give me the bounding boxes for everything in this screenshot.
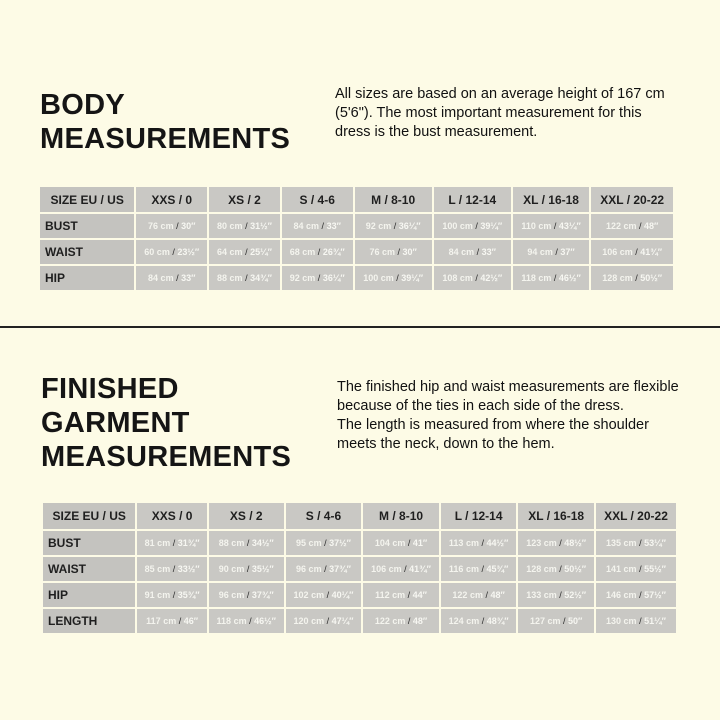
size-column-header: S / 4-6 <box>286 503 364 531</box>
section-divider <box>0 326 720 328</box>
value-inches: 41¾″ <box>409 564 431 574</box>
value-cm: 122 cm <box>452 590 483 600</box>
value-inches: 52½″ <box>564 590 587 600</box>
measurement-cell <box>363 609 441 633</box>
value-cm: 128 cm <box>602 273 633 283</box>
value-inches: 46″ <box>183 616 199 626</box>
value-cm: 100 cm <box>363 273 394 283</box>
size-column-header: XXS / 0 <box>136 187 209 214</box>
measurement-cell <box>363 583 441 609</box>
value-inches: 31½″ <box>250 221 272 231</box>
value-inches: 46½″ <box>254 616 276 626</box>
measurement-cell <box>137 583 208 609</box>
value-cm: 84 cm <box>448 247 475 257</box>
value-inches: 45¾″ <box>486 564 509 574</box>
value-separator: / <box>556 538 565 548</box>
body-measurements-title: BODY MEASUREMENTS <box>40 89 291 155</box>
value-cm: 104 cm <box>374 538 406 548</box>
size-header-label: SIZE EU / US <box>40 187 136 214</box>
value-cm: 123 cm <box>526 538 557 548</box>
measurement-cell <box>434 266 513 290</box>
value-separator: / <box>405 538 413 548</box>
value-cm: 141 cm <box>606 564 637 574</box>
size-column-header: XL / 16-18 <box>513 187 591 214</box>
finished-garment-title: FINISHED GARMENT MEASUREMENTS <box>41 373 292 473</box>
value-cm: 108 cm <box>442 273 473 283</box>
value-separator: / <box>244 590 252 600</box>
value-inches: 31¾″ <box>177 538 200 548</box>
measurement-cell <box>434 240 513 266</box>
value-separator: / <box>478 538 487 548</box>
value-cm: 130 cm <box>606 616 637 626</box>
value-separator: / <box>632 247 641 257</box>
value-inches: 43¼″ <box>558 221 581 231</box>
row-label: HIP <box>40 266 136 290</box>
value-inches: 30″ <box>181 221 196 231</box>
value-inches: 48″ <box>490 590 505 600</box>
table-row <box>40 266 673 290</box>
row-label: WAIST <box>43 557 137 583</box>
measurement-cell <box>355 240 434 266</box>
value-separator: / <box>560 616 569 626</box>
value-cm: 135 cm <box>606 538 637 548</box>
value-inches: 46½″ <box>558 273 581 283</box>
value-separator: / <box>405 616 413 626</box>
value-separator: / <box>176 616 184 626</box>
value-separator: / <box>632 273 641 283</box>
value-separator: / <box>321 564 330 574</box>
measurement-cell <box>596 609 676 633</box>
row-label: BUST <box>40 214 136 240</box>
value-cm: 133 cm <box>526 590 557 600</box>
measurement-cell <box>209 609 286 633</box>
value-inches: 33″ <box>481 247 496 257</box>
value-cm: 122 cm <box>374 616 406 626</box>
value-inches: 51¼″ <box>644 616 666 626</box>
value-separator: / <box>636 221 645 231</box>
measurement-cell <box>434 214 513 240</box>
value-cm: 120 cm <box>293 616 325 626</box>
value-cm: 92 cm <box>289 273 316 283</box>
size-header-label: SIZE EU / US <box>43 503 137 531</box>
size-column-header: M / 8-10 <box>355 187 434 214</box>
table-row <box>43 609 676 633</box>
value-cm: 100 cm <box>442 221 473 231</box>
size-column-header: XS / 2 <box>209 503 286 531</box>
measurement-cell <box>136 266 209 290</box>
size-column-header: XXL / 20-22 <box>596 503 676 531</box>
value-cm: 88 cm <box>217 273 243 283</box>
value-cm: 127 cm <box>529 616 561 626</box>
value-inches: 36¼″ <box>322 273 345 283</box>
measurement-cell <box>518 609 596 633</box>
value-cm: 96 cm <box>218 590 245 600</box>
size-column-header: L / 12-14 <box>441 503 519 531</box>
value-inches: 41¾″ <box>640 247 663 257</box>
size-column-header: S / 4-6 <box>282 187 355 214</box>
value-inches: 57½″ <box>644 590 666 600</box>
value-separator: / <box>394 247 403 257</box>
value-cm: 112 cm <box>375 590 406 600</box>
value-separator: / <box>391 221 399 231</box>
row-label: WAIST <box>40 240 136 266</box>
table-row <box>43 583 676 609</box>
measurement-cell <box>355 214 434 240</box>
value-separator: / <box>478 564 487 574</box>
value-separator: / <box>324 590 332 600</box>
value-cm: 60 cm <box>144 247 170 257</box>
value-cm: 95 cm <box>296 538 322 548</box>
value-separator: / <box>319 221 327 231</box>
measurement-cell <box>286 609 364 633</box>
value-separator: / <box>315 247 323 257</box>
measurement-cell <box>286 531 364 557</box>
size-column-header: XS / 2 <box>209 187 282 214</box>
value-separator: / <box>636 564 645 574</box>
value-cm: 68 cm <box>289 247 316 257</box>
value-inches: 48½″ <box>564 538 587 548</box>
value-inches: 26¾″ <box>322 247 345 257</box>
measurement-cell <box>591 240 673 266</box>
measurement-cell <box>596 557 676 583</box>
measurement-cell <box>209 531 286 557</box>
measurement-cell <box>513 214 591 240</box>
measurement-cell <box>596 531 676 557</box>
size-column-header: XXS / 0 <box>137 503 208 531</box>
measurement-cell <box>136 214 209 240</box>
value-separator: / <box>170 564 178 574</box>
value-cm: 76 cm <box>148 221 174 231</box>
value-separator: / <box>401 564 410 574</box>
value-cm: 80 cm <box>217 221 243 231</box>
value-separator: / <box>321 538 330 548</box>
measurement-cell <box>441 609 519 633</box>
value-inches: 42½″ <box>480 273 503 283</box>
table-row <box>43 557 676 583</box>
value-inches: 47¼″ <box>331 616 354 626</box>
value-separator: / <box>636 616 645 626</box>
measurement-cell <box>209 557 286 583</box>
value-separator: / <box>242 221 251 231</box>
measurement-cell <box>513 240 591 266</box>
value-cm: 118 cm <box>216 616 247 626</box>
value-inches: 37¾″ <box>251 590 274 600</box>
value-separator: / <box>474 247 482 257</box>
value-inches: 50½″ <box>564 564 587 574</box>
value-cm: 94 cm <box>527 247 553 257</box>
table-header-row <box>43 503 676 531</box>
table-row <box>40 214 673 240</box>
value-cm: 128 cm <box>526 564 557 574</box>
measurement-cell <box>513 266 591 290</box>
value-inches: 30″ <box>402 247 417 257</box>
value-separator: / <box>173 221 182 231</box>
value-cm: 84 cm <box>148 273 174 283</box>
measurement-cell <box>441 557 519 583</box>
measurement-cell <box>137 557 208 583</box>
value-cm: 85 cm <box>144 564 171 574</box>
measurement-cell <box>518 583 596 609</box>
size-column-header: M / 8-10 <box>363 503 441 531</box>
measurement-cell <box>591 214 673 240</box>
measurement-cell <box>518 557 596 583</box>
measurement-cell <box>137 609 208 633</box>
body-measurements-description: All sizes are based on an average height of 167 cm (5'6"). The most important measurement for this dress is the bust measurement. <box>335 86 665 140</box>
measurement-cell <box>209 240 282 266</box>
value-cm: 116 cm <box>448 564 479 574</box>
value-cm: 81 cm <box>144 538 171 548</box>
value-separator: / <box>472 221 481 231</box>
value-separator: / <box>636 590 645 600</box>
value-inches: 50½″ <box>640 273 663 283</box>
measurement-cell <box>355 266 434 290</box>
value-inches: 39¼″ <box>401 273 424 283</box>
value-inches: 48″ <box>412 616 428 626</box>
value-cm: 88 cm <box>218 538 245 548</box>
value-separator: / <box>479 616 487 626</box>
value-inches: 48¾″ <box>486 616 509 626</box>
value-inches: 41″ <box>412 538 428 548</box>
row-label: HIP <box>43 583 137 609</box>
value-separator: / <box>315 273 323 283</box>
value-inches: 40¼″ <box>331 590 354 600</box>
value-cm: 96 cm <box>296 564 322 574</box>
value-cm: 84 cm <box>293 221 320 231</box>
measurement-cell <box>591 266 673 290</box>
value-separator: / <box>242 247 251 257</box>
value-cm: 64 cm <box>217 247 243 257</box>
value-separator: / <box>636 538 645 548</box>
value-cm: 122 cm <box>605 221 637 231</box>
value-inches: 50″ <box>568 616 583 626</box>
measurement-cell <box>363 557 441 583</box>
value-inches: 33″ <box>326 221 341 231</box>
value-cm: 146 cm <box>606 590 637 600</box>
value-separator: / <box>556 564 565 574</box>
value-cm: 102 cm <box>293 590 325 600</box>
value-cm: 106 cm <box>602 247 633 257</box>
value-inches: 37¾″ <box>329 564 351 574</box>
value-separator: / <box>170 590 178 600</box>
measurement-cell <box>137 531 208 557</box>
value-cm: 106 cm <box>371 564 402 574</box>
value-separator: / <box>173 273 182 283</box>
measurement-cell <box>441 531 519 557</box>
value-inches: 33½″ <box>177 564 200 574</box>
measurement-cell <box>209 583 286 609</box>
value-cm: 90 cm <box>218 564 245 574</box>
value-separator: / <box>169 247 178 257</box>
value-inches: 35¾″ <box>177 590 200 600</box>
value-inches: 23½″ <box>177 247 200 257</box>
value-inches: 34½″ <box>251 538 274 548</box>
value-inches: 36¼″ <box>398 221 421 231</box>
body-measurements-table <box>40 187 673 290</box>
value-cm: 117 cm <box>146 616 177 626</box>
measurement-cell <box>282 214 355 240</box>
value-separator: / <box>552 247 561 257</box>
size-column-header: XL / 16-18 <box>518 503 596 531</box>
measurement-cell <box>518 531 596 557</box>
value-separator: / <box>242 273 251 283</box>
measurement-cell <box>286 557 364 583</box>
measurement-cell <box>282 266 355 290</box>
value-separator: / <box>244 538 252 548</box>
value-separator: / <box>246 616 255 626</box>
value-cm: 124 cm <box>448 616 480 626</box>
value-inches: 37″ <box>560 247 575 257</box>
value-inches: 53¼″ <box>644 538 666 548</box>
value-separator: / <box>170 538 178 548</box>
value-cm: 118 cm <box>521 273 552 283</box>
size-column-header: L / 12-14 <box>434 187 513 214</box>
value-inches: 39¼″ <box>480 221 503 231</box>
value-inches: 44″ <box>412 590 427 600</box>
measurement-cell <box>209 266 282 290</box>
measurement-cell <box>441 583 519 609</box>
row-label: LENGTH <box>43 609 137 633</box>
value-cm: 113 cm <box>448 538 479 548</box>
value-cm: 76 cm <box>369 247 395 257</box>
value-separator: / <box>244 564 252 574</box>
measurement-cell <box>136 240 209 266</box>
table-header-row <box>40 187 673 214</box>
table-row <box>43 531 676 557</box>
value-inches: 33″ <box>181 273 196 283</box>
value-inches: 44½″ <box>486 538 509 548</box>
value-inches: 35½″ <box>251 564 274 574</box>
value-separator: / <box>393 273 402 283</box>
measurement-cell <box>596 583 676 609</box>
value-cm: 92 cm <box>365 221 392 231</box>
value-inches: 37½″ <box>329 538 351 548</box>
size-column-header: XXL / 20-22 <box>591 187 673 214</box>
value-separator: / <box>324 616 332 626</box>
value-separator: / <box>551 221 559 231</box>
value-inches: 48″ <box>644 221 659 231</box>
table-row <box>40 240 673 266</box>
value-separator: / <box>405 590 413 600</box>
measurement-cell <box>286 583 364 609</box>
value-cm: 110 cm <box>521 221 552 231</box>
value-separator: / <box>482 590 491 600</box>
value-separator: / <box>551 273 559 283</box>
measurement-cell <box>209 214 282 240</box>
value-separator: / <box>472 273 481 283</box>
finished-garment-table <box>43 503 676 633</box>
value-inches: 34¾″ <box>250 273 272 283</box>
value-inches: 25¼″ <box>250 247 272 257</box>
measurement-cell <box>363 531 441 557</box>
value-inches: 55½″ <box>644 564 666 574</box>
finished-garment-description: The finished hip and waist measurements are flexible because of the ties in each side of the dress. The length is measured from where the shoulder meets the neck, down to the hem. <box>337 379 679 452</box>
value-cm: 91 cm <box>144 590 171 600</box>
row-label: BUST <box>43 531 137 557</box>
value-separator: / <box>556 590 565 600</box>
measurement-cell <box>282 240 355 266</box>
